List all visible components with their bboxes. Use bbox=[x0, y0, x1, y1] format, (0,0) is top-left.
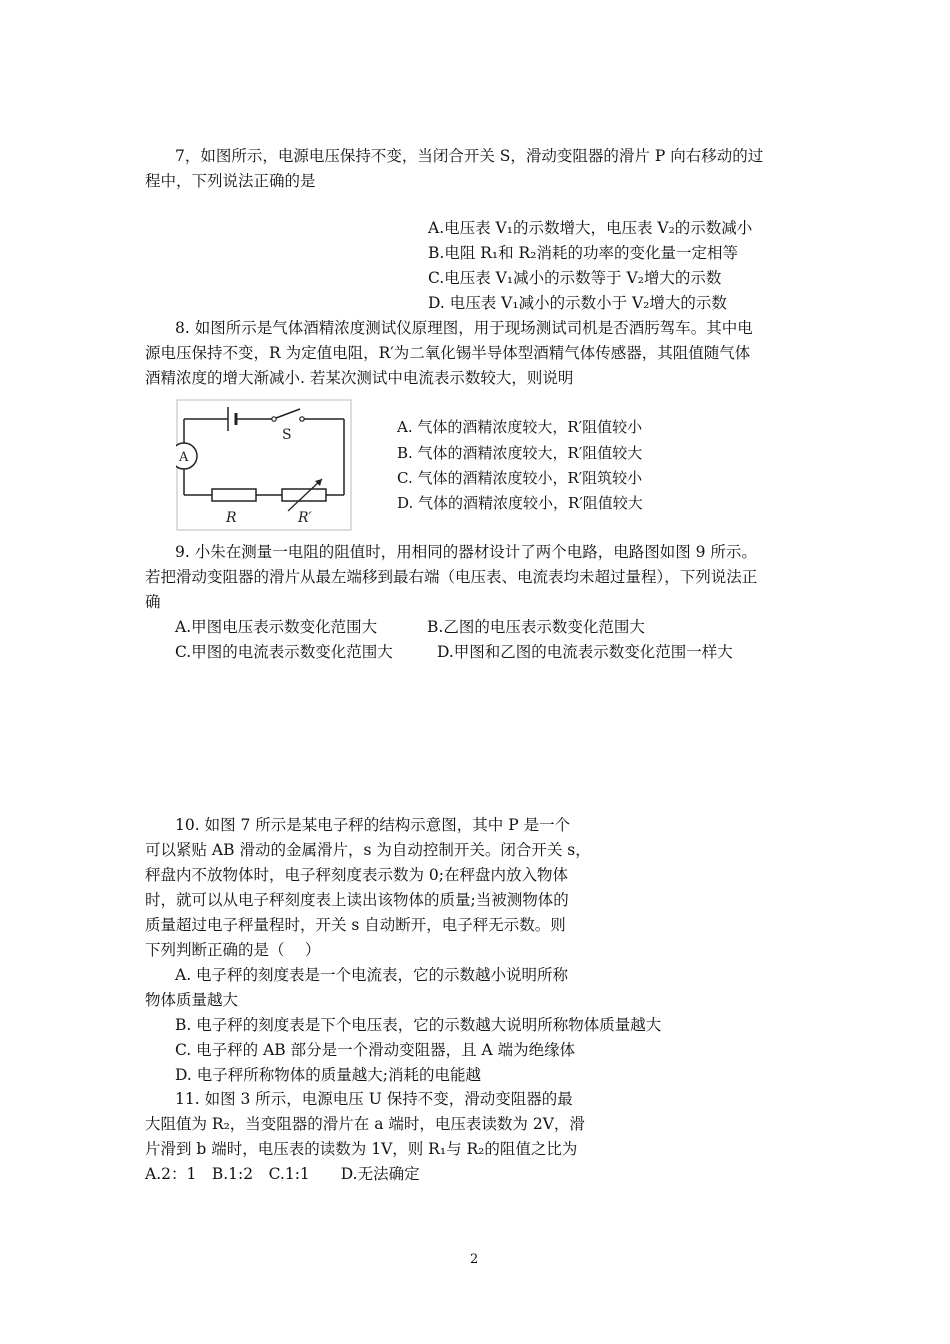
q8-text-line2: 源电压保持不变，R 为定值电阻，R′为二氧化锡半导体型酒精气体传感器，其阻值随气体 bbox=[145, 344, 751, 362]
q9-option-d: D.甲图和乙图的电流表示数变化范围一样大 bbox=[437, 643, 733, 661]
q10-text-line4: 时，就可以从电子秤刻度表上读出该物体的质量;当被测物体的 bbox=[145, 891, 569, 909]
resistor-r-label: R bbox=[226, 510, 237, 526]
q10-option-a-cont: 物体质量越大 bbox=[145, 991, 239, 1009]
q10-text-line6: 下列判断正确的是（ ） bbox=[145, 941, 321, 959]
resistor-r bbox=[212, 489, 256, 501]
q11-text-line1: 11. 如图 3 所示，电源电压 U 保持不变，滑动变阻器的最 bbox=[175, 1090, 573, 1108]
ammeter-label: A bbox=[179, 450, 189, 465]
q7-option-d: D. 电压表 V₁减小的示数小于 V₂增大的示数 bbox=[428, 294, 727, 312]
q10-text-line1: 10. 如图 7 所示是某电子秤的结构示意图，其中 P 是一个 bbox=[175, 816, 571, 834]
q7-text-line1: 7，如图所示，电源电压保持不变，当闭合开关 S，滑动变阻器的滑片 P 向右移动的过 bbox=[175, 147, 764, 165]
q7-option-a: A.电压表 V₁的示数增大，电压表 V₂的示数减小 bbox=[428, 219, 753, 237]
q9-option-c: C.甲图的电流表示数变化范围大 bbox=[175, 643, 393, 661]
q9-text-line3: 确 bbox=[145, 593, 161, 611]
q8-circuit-diagram bbox=[176, 399, 352, 531]
q10-text-line5: 质量超过电子秤量程时，开关 s 自动断开，电子秤无示数。则 bbox=[145, 916, 566, 934]
q9-option-a: A.甲图电压表示数变化范围大 bbox=[175, 618, 378, 636]
q10-text-line2: 可以紧贴 AB 滑动的金属滑片，s 为自动控制开关。闭合开关 s， bbox=[145, 841, 591, 859]
q7-option-c: C.电压表 V₁减小的示数等于 V₂增大的示数 bbox=[428, 269, 722, 287]
sensor-resistor-r-prime bbox=[282, 489, 326, 501]
q8-option-c: C. 气体的酒精浓度较小，R′阻筑较小 bbox=[397, 469, 643, 487]
page-number: 2 bbox=[470, 1252, 479, 1267]
q11-text-line3: 片滑到 b 端时，电压表的读数为 1V，则 R₁与 R₂的阻值之比为 bbox=[145, 1140, 578, 1158]
q10-option-a: A. 电子秤的刻度表是一个电流表，它的示数越小说明所称 bbox=[175, 966, 569, 984]
switch-label: S bbox=[282, 427, 292, 443]
q10-option-b: B. 电子秤的刻度表是下个电压表，它的示数越大说明所称物体质量越大 bbox=[175, 1016, 662, 1034]
q11-text-line2: 大阻值为 R₂，当变阻器的滑片在 a 端时，电压表读数为 2V，滑 bbox=[145, 1115, 585, 1133]
q10-option-d: D. 电子秤所称物体的质量越大;消耗的电能越 bbox=[175, 1066, 481, 1084]
q8-option-d: D. 气体的酒精浓度较小，R′阻值较大 bbox=[397, 494, 643, 512]
q10-option-c: C. 电子秤的 AB 部分是一个滑动变阻器，且 A 端为绝缘体 bbox=[175, 1041, 576, 1059]
q8-text-line3: 酒精浓度的增大渐减小. 若某次测试中电流表示数较大，则说明 bbox=[145, 369, 574, 387]
q9-option-b: B.乙图的电压表示数变化范围大 bbox=[427, 618, 645, 636]
q7-text-line2: 程中，下列说法正确的是 bbox=[145, 172, 316, 190]
switch-contact-right bbox=[300, 417, 304, 421]
q8-option-a: A. 气体的酒精浓度较大，R′阻值较小 bbox=[397, 418, 643, 436]
q8-text-line1: 8. 如图所示是气体酒精浓度测试仪原理图，用于现场测试司机是否酒肟驾车。其中电 bbox=[175, 319, 753, 337]
q8-option-b: B. 气体的酒精浓度较大，R′阻值较大 bbox=[397, 444, 643, 462]
q9-text-line2: 若把滑动变阻器的滑片从最左端移到最右端（电压表、电流表均未超过量程），下列说法正 bbox=[145, 568, 758, 586]
q11-options: A.2：1 B.1:2 C.1:1 D.无法确定 bbox=[145, 1165, 420, 1183]
resistor-r-prime-label: R′ bbox=[298, 510, 312, 526]
switch-contact-left bbox=[272, 417, 276, 421]
q7-option-b: B.电阻 R₁和 R₂消耗的功率的变化量一定相等 bbox=[428, 244, 738, 262]
q10-text-line3: 秤盘内不放物体时，电子秤刻度表示数为 0;在秤盘内放入物体 bbox=[145, 866, 569, 884]
q9-text-line1: 9. 小朱在测量一电阻的阻值时，用相同的器材设计了两个电路，电路图如图 9 所示。 bbox=[175, 543, 757, 561]
